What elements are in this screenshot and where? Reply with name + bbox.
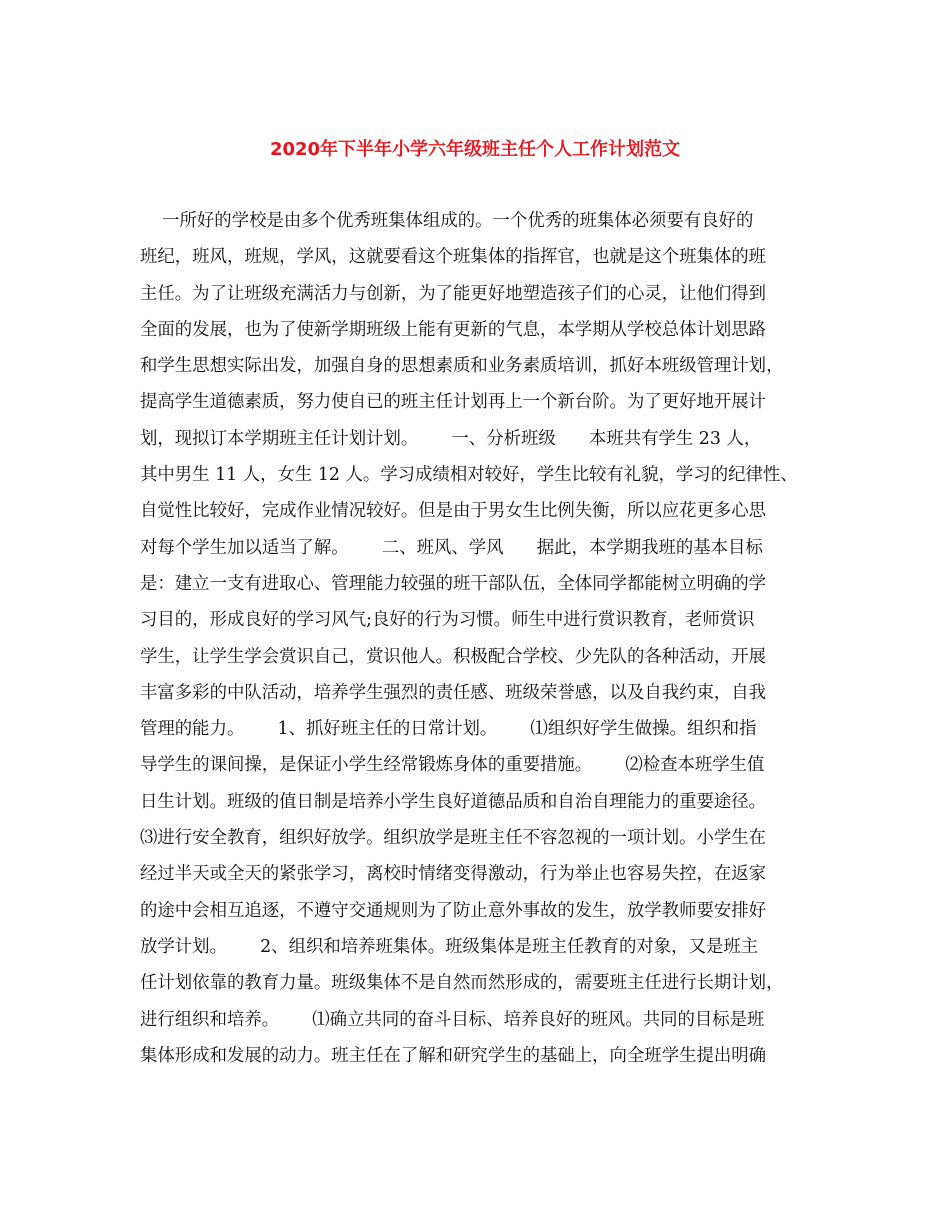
body-line: 导学生的课间操，是保证小学生经常锻炼身体的重要措施。 ⑵检查本班学生值: [140, 755, 765, 776]
body-line: 的途中会相互追逐，不遵守交通规则为了防止意外事故的发生，放学教师要安排好: [140, 900, 767, 921]
body-line: 学生，让学生学会赏识自己，赏识他人。积极配合学校、少先队的各种活动，开展: [140, 646, 767, 667]
body-line: 习目的，形成良好的学习风气;良好的行为习惯。师生中进行赏识教育，老师赏识: [140, 610, 755, 631]
body-line: 经过半天或全天的紧张学习，离校时情绪变得激动，行为举止也容易失控，在返家: [140, 864, 767, 885]
body-line: 对每个学生加以适当了解。 二、班风、学风 据此，本学期我班的基本目标: [140, 537, 763, 558]
body-line: 管理的能力。 1、抓好班主任的日常计划。 ⑴组织好学生做操。组织和指: [140, 719, 757, 740]
body-line: ⑶进行安全教育，组织好放学。组织放学是班主任不容忽视的一项计划。小学生在: [140, 828, 767, 849]
body-line: 任计划依靠的教育力量。班级集体不是自然而然形成的，需要班主任进行长期计划，: [140, 973, 784, 994]
body-line: 集体形成和发展的动力。班主任在了解和研究学生的基础上，向全班学生提出明确: [140, 1045, 767, 1066]
body-line: 丰富多彩的中队活动，培养学生强烈的责任感、班级荣誉感，以及自我约束，自我: [140, 682, 767, 703]
body-line: 自觉性比较好，完成作业情况较好。但是由于男女生比例失衡，所以应花更多心思: [140, 501, 767, 522]
body-line: 划，现拟订本学期班主任计划计划。 一、分析班级 本班共有学生 23 人，: [140, 428, 762, 449]
body-line: 全面的发展，也为了使新学期班级上能有更新的气息，本学期从学校总体计划思路: [140, 319, 767, 340]
body-line: 是：建立一支有进取心、管理能力较强的班干部队伍，全体同学都能树立明确的学: [140, 573, 767, 594]
body-line: 提高学生道德素质，努力使自已的班主任计划再上一个新台阶。为了更好地开展计: [140, 392, 767, 413]
body-line: 放学计划。 2、组织和培养班集体。班级集体是班主任教育的对象，又是班主: [140, 936, 759, 957]
body-line: 其中男生 11 人，女生 12 人。学习成绩相对较好，学生比较有礼貌，学习的纪律性、: [140, 465, 798, 486]
body-line: 进行组织和培养。 ⑴确立共同的奋斗目标、培养良好的班风。共同的目标是班: [140, 1009, 765, 1030]
document-title: 2020年下半年小学六年级班主任个人工作计划范文: [269, 139, 681, 160]
body-line: 一所好的学校是由多个优秀班集体组成的。一个优秀的班集体必须要有良好的: [140, 211, 754, 231]
body-line: 班纪，班风，班规，学风，这就要看这个班集体的指挥官，也就是这个班集体的班: [140, 247, 767, 268]
body-line: 日生计划。班级的值日制是培养小学生良好道德品质和自治自理能力的重要途径。: [140, 791, 767, 812]
body-line: 和学生思想实际出发，加强自身的思想素质和业务素质培训，抓好本班级管理计划，: [140, 356, 784, 377]
document-body: [140, 203, 820, 1074]
body-line: 主任。为了让班级充满活力与创新，为了能更好地塑造孩子们的心灵，让他们得到: [140, 283, 767, 304]
